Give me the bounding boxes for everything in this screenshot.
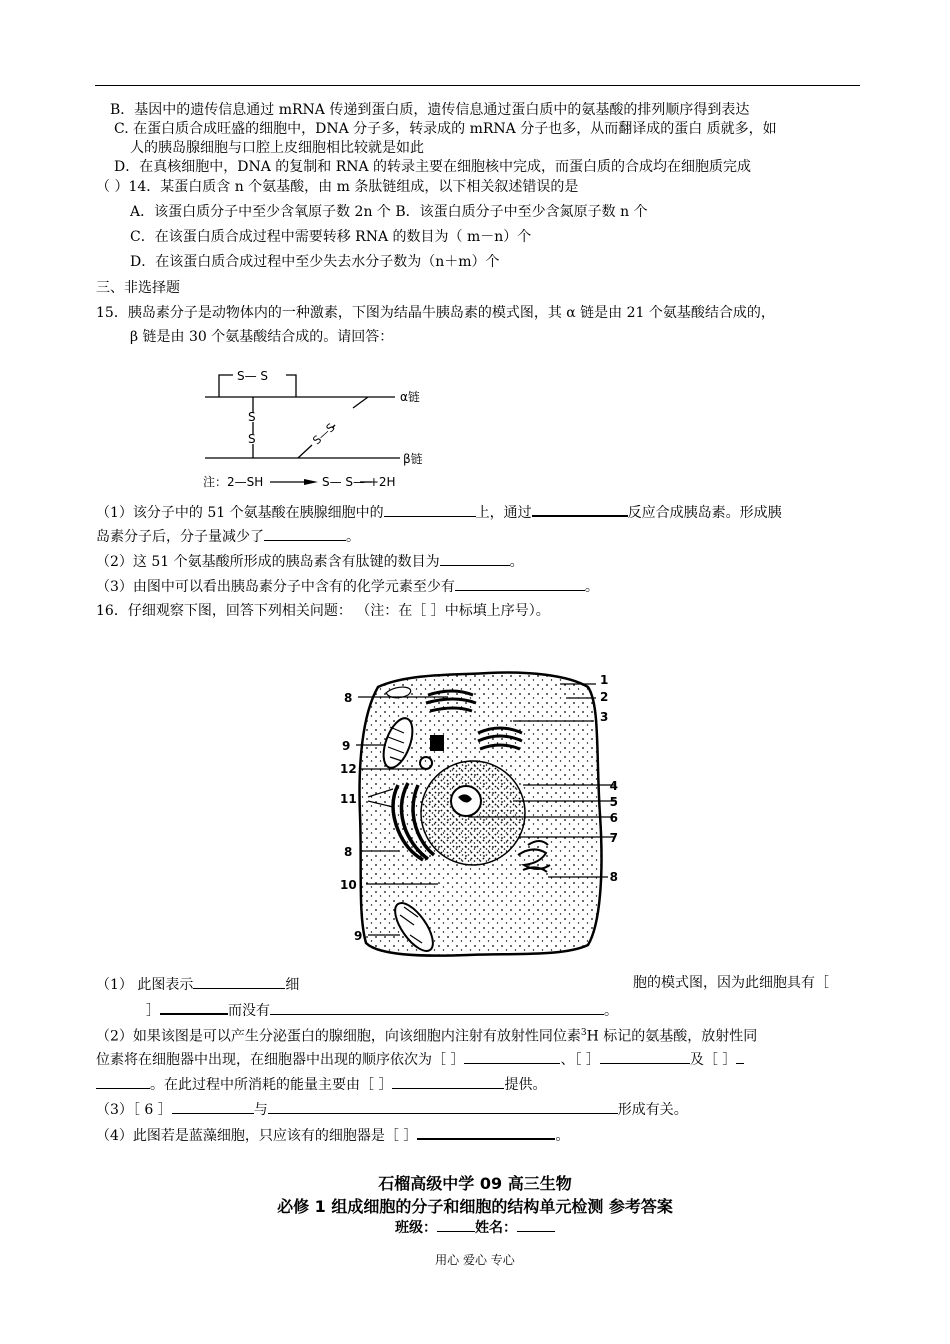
q16-part1-line1: （1） 此图表示 细: [96, 973, 299, 995]
answer-blank[interactable]: [455, 575, 585, 591]
q15-stem-line1: 15．胰岛素分子是动物体内的一种激素，下图为结晶牛胰岛素的模式图，其 α 链是由 21 个氨基酸结合成的，: [96, 305, 775, 321]
animal-cell-diagram: [338, 665, 618, 965]
bridge-left-bracket: [219, 375, 233, 397]
answer-blank[interactable]: [464, 1048, 560, 1064]
class-field[interactable]: [437, 1216, 475, 1232]
top-rule: [95, 85, 860, 86]
answer-blank[interactable]: [736, 1048, 744, 1064]
answer-blank[interactable]: [264, 525, 346, 541]
q13-option-d: D．在真核细胞中，DNA 的复制和 RNA 的转录主要在细胞核中完成，而蛋白质的合成均在细胞质完成: [114, 159, 752, 175]
q14-option-c: C．在该蛋白质合成过程中需要转移 RNA 的数目为（ m－n）个: [130, 229, 532, 245]
answer-blank[interactable]: [270, 999, 604, 1015]
answer-blank[interactable]: [440, 550, 510, 566]
bridge-right-bracket: [286, 375, 296, 397]
q14-options-ab: A．该蛋白质分子中至少含氧原子数 2n 个 B．该蛋白质分子中至少含氮原子数 n 个: [130, 204, 648, 220]
cell-label-8: 8: [344, 691, 353, 705]
cell-label-3: 3: [600, 710, 609, 724]
answer-sheet-title: 石榴高级中学 09 高三生物: [378, 1174, 572, 1193]
diagram-note: 注：2—SH: [203, 475, 264, 489]
insulin-diagram: [200, 368, 460, 490]
answer-blank[interactable]: [384, 501, 476, 517]
q15-part2: （2）这 51 个氨基酸所形成的胰岛素含有肽键的数目为 。: [96, 550, 524, 572]
arrow-icon: [304, 479, 318, 485]
q13-option-b: B．基因中的遗传信息通过 mRNA 传递到蛋白质，遗传信息通过蛋白质中的氨基酸的排列顺序得到表达: [110, 102, 750, 118]
q16-part4: （4）此图若是蓝藻细胞，只应该有的细胞器是［ ］ 。: [96, 1123, 569, 1146]
q14-stem: （ ）14．某蛋白质含 n 个氨基酸，由 m 条肽链组成，以下相关叙述错误的是: [96, 179, 579, 195]
answer-blank[interactable]: [600, 1048, 690, 1064]
cell-label-1: 1: [600, 673, 609, 687]
cell-label-8b: 8: [344, 845, 353, 859]
section-heading: 三、非选择题: [96, 280, 180, 296]
q15-part3: （3）由图中可以看出胰岛素分子中含有的化学元素至少有 。: [96, 575, 599, 597]
q16-stem: 16．仔细观察下图，回答下列相关问题： （注：在［ ］中标填上序号）。: [96, 603, 550, 619]
cell-label-4: 4: [609, 779, 618, 793]
disulfide-diagonal-label: S—S: [310, 420, 338, 448]
q13-option-c-line2: 人的胰岛腺细胞与口腔上皮细胞相比较就是如此: [130, 140, 424, 156]
alpha-chain-label: α链: [400, 390, 420, 404]
centrosome: [430, 735, 444, 751]
disulfide-top-label: S— S: [237, 369, 269, 383]
name-field[interactable]: [517, 1216, 555, 1232]
cell-label-6: 6: [609, 811, 618, 825]
q16-part2-line2: 位素将在细胞器中出现，在细胞器中出现的顺序依次为［ ］ 、［ ］ 及［ ］: [96, 1048, 744, 1070]
answer-blank[interactable]: [392, 1073, 504, 1089]
answer-blank[interactable]: [160, 998, 228, 1015]
q16-part1-line1-right: 胞的模式图，因为此细胞具有［: [633, 975, 829, 991]
diagram-note-result: S— S— +2H: [322, 475, 396, 489]
cell-label-11: 11: [340, 792, 357, 806]
disulfide-s2-label: S: [248, 432, 256, 446]
cell-label-8c: 8: [609, 870, 618, 884]
answer-blank[interactable]: [268, 1098, 618, 1114]
disulfide-s1-label: S: [248, 410, 256, 424]
cell-label-10: 10: [340, 878, 357, 892]
q16-part2-line3: 。在此过程中所消耗的能量主要由［ ］ 提供。: [96, 1073, 546, 1095]
q16-part1-line2: ］ 而没有 。: [146, 998, 618, 1021]
cell-label-9b: 9: [354, 929, 363, 943]
answer-blank[interactable]: [193, 973, 285, 989]
answer-sheet-subtitle: 必修 1 组成细胞的分子和细胞的结构单元检测 参考答案: [277, 1197, 673, 1216]
q15-part1-line1: （1）该分子中的 51 个氨基酸在胰腺细胞中的 上，通过 反应合成胰岛素。形成胰: [96, 500, 782, 523]
beta-chain-label: β链: [403, 452, 423, 466]
q16-part3: （3）［ 6 ］ 与 形成有关。: [96, 1098, 688, 1120]
cell-label-2: 2: [600, 690, 609, 704]
cell-label-5: 5: [609, 795, 618, 809]
q14-option-d: D．在该蛋白质合成过程中至少失去水分子数为（n＋m）个: [130, 254, 500, 270]
q15-stem-line2: β 链是由 30 个氨基酸结合成的。请回答：: [130, 329, 394, 345]
answer-blank[interactable]: [532, 500, 628, 517]
student-info: 班级： 姓名：: [0, 1216, 950, 1237]
q16-part2-line1: （2）如果该图是可以产生分泌蛋白的腺细胞，向该细胞内注射有放射性同位素$^3$H 标记的氨基酸，放射性同: [96, 1028, 758, 1045]
answer-blank[interactable]: [96, 1073, 150, 1089]
cell-label-9: 9: [342, 739, 351, 753]
cell-label-7: 7: [609, 831, 618, 845]
q15-part1-line2: 岛素分子后，分子量减少了 。: [96, 525, 360, 547]
cell-label-12: 12: [340, 762, 357, 776]
answer-blank[interactable]: [172, 1098, 254, 1114]
q13-option-c-line1: C. 在蛋白质合成旺盛的细胞中，DNA 分子多，转录成的 mRNA 分子也多，从而翻译成的蛋白 质就多，如: [114, 121, 777, 137]
page-footer: 用心 爱心 专心: [435, 1253, 515, 1267]
answer-blank[interactable]: [417, 1123, 555, 1140]
